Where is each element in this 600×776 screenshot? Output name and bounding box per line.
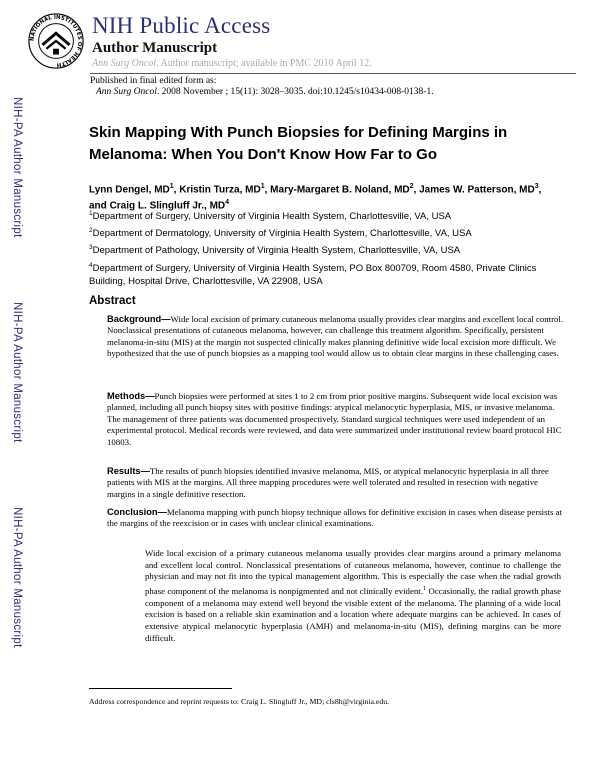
author-sup: 4 — [225, 199, 230, 207]
side-banner-2: NIH-PA Author Manuscript — [11, 302, 23, 443]
conclusion-lead: Conclusion— — [107, 507, 167, 517]
results-text: The results of punch biopsies identified invasive melanoma, MIS, or atypical melanocytic hyperplasia in all three patients with MIS at the margins. All three mapping procedures were well tolerated and resulted in resection with negative margins in a single definitive resection. — [107, 466, 549, 499]
affiliation-4: $^4$Department of Surgery, University of Virginia Health System, PO Box 800709, Room 4580, Private Clinics Building, Hospital Drive, Charlottesville, VA 22908, USA — [89, 262, 537, 288]
published-label: Published in final edited form as: — [90, 76, 217, 86]
author-manuscript-label: Author Manuscript — [92, 40, 218, 56]
author-name: Lynn Dengel, MD — [89, 184, 170, 196]
publication-citation — [96, 87, 434, 97]
background-text: Wide local excision of primary cutaneous melanoma usually provides clear margins and excellent local control. Nonclassical presentations of cutaneous melanoma, however, can challenge this treatment algorithm. Specifically, persistent melanoma-in-situ (MIS) at the margin not suspected clinically makes planning definitive wide local excision more difficult. We hypothesized that the use of punch biopsies as a mapping tool would allow us to obtain clear margins in these challenging cases. — [107, 314, 564, 359]
affiliation-1: $^1$Department of Surgery, University of Virginia Health System, Charlottesville, VA, USA — [89, 210, 452, 223]
author-sup: 2 — [409, 183, 414, 190]
footnote-rule — [89, 688, 232, 689]
citation-journal: Ann Surg Oncol — [96, 87, 157, 97]
affiliation-2: $^2$Department of Dermatology, University of Virginia Health System, Charlottesville, VA, USA — [89, 227, 472, 240]
side-banner-3: NIH-PA Author Manuscript — [11, 507, 23, 648]
conclusion-text: Melanoma mapping with punch biopsy technique allows for definitive excision in cases when disease persists at the margins of the reexcision or in cases with unclear clinical examinations. — [107, 507, 562, 529]
affiliation-3: $^3$Department of Pathology, University of Virginia Health System, Charlottesville, VA, USA — [89, 244, 461, 257]
article-title — [89, 122, 559, 166]
title-line-2: Melanoma: When You Don't Know How Far to Go — [89, 146, 437, 163]
author-name: Craig L. Slingluff Jr., MD — [109, 200, 226, 212]
abstract-methods — [107, 391, 567, 448]
side-banner-1: NIH-PA Author Manuscript — [11, 97, 23, 238]
intro-paragraph: Wide local excision of a primary cutaneous melanoma usually provides clear margins around a primary melanoma and excellent local control. Nonclassical presentations of cutaneous melanoma, however, continue to challenge the physician and may not fit into the typical management algorithm. This is especially the case when the radial growth phase component of the melanoma is nonpigmented and not clinically evident.$^1$ Occasionally, the radial growth phase component of a melanoma may extend well beyond the visible extent of the melanoma. The planning of a wide local excision is based on a reliable skin examination and a location where adequate margins can be achieved. In cases of extensive atypical melanocytic hyperplasia (AMH) and melanoma-in-situ (MIS), defining margins can be more difficult. — [145, 548, 561, 643]
background-lead: Background— — [107, 314, 171, 324]
author-name: James W. Patterson, MD — [419, 184, 535, 196]
journal-availability — [92, 58, 372, 69]
logo-ring-text: NATIONAL INSTITUTES OF HEALTH — [29, 14, 83, 68]
abstract-conclusion — [107, 507, 567, 530]
availability-text: . Author manuscript; available in PMC 2010 April 12. — [156, 58, 372, 69]
title-line-1: Skin Mapping With Punch Biopsies for Defining Margins in — [89, 124, 508, 141]
correspondence-footnote: Address correspondence and reprint requests to: Craig L. Slingluff Jr., MD; cls8h@virginia.edu. — [89, 697, 390, 706]
nih-logo — [27, 12, 85, 70]
citation-details: . 2008 November ; 15(11): 3028–3035. doi:10.1245/s10434-008-0138-1. — [156, 87, 434, 97]
author-name: Kristin Turza, MD — [179, 184, 261, 196]
author-sup: 1 — [260, 183, 265, 190]
methods-text: Punch biopsies were performed at sites 1 to 2 cm from prior positive margins. Subsequent wide local excision was planned, including all punch biopsy sites with positive findings: atypical melanocytic hyperplasia, MIS, or invasive melanoma. The management of three patients was documented prospectively. Standard surgical techniques were used independent of an experimental protocol. Medical records were reviewed, and data were summarized under institutional review board protocol HIC 10803. — [107, 391, 562, 447]
author-name: Mary-Margaret B. Noland, MD — [270, 184, 410, 196]
author-list: Lynn Dengel, $MD^1$, Kristin Turza, $MD^1$, Mary-Margaret B. Noland, $MD^2$, James W. Patterson, $MD^3$, and Craig L. Slingluff Jr., $MD^4$ — [89, 183, 542, 212]
abstract-heading: Abstract — [89, 295, 136, 307]
abstract-results — [107, 466, 567, 500]
results-lead: Results— — [107, 466, 150, 476]
abstract-background — [107, 314, 567, 360]
author-sup: 3 — [534, 183, 539, 190]
methods-lead: Methods— — [107, 391, 155, 401]
header-rule — [90, 73, 576, 74]
journal-name: Ann Surg Oncol — [92, 58, 157, 69]
author-sup: 1 — [169, 183, 174, 190]
reference-marker: 1 — [422, 585, 427, 593]
nih-public-access-title: NIH Public Access — [92, 13, 271, 38]
